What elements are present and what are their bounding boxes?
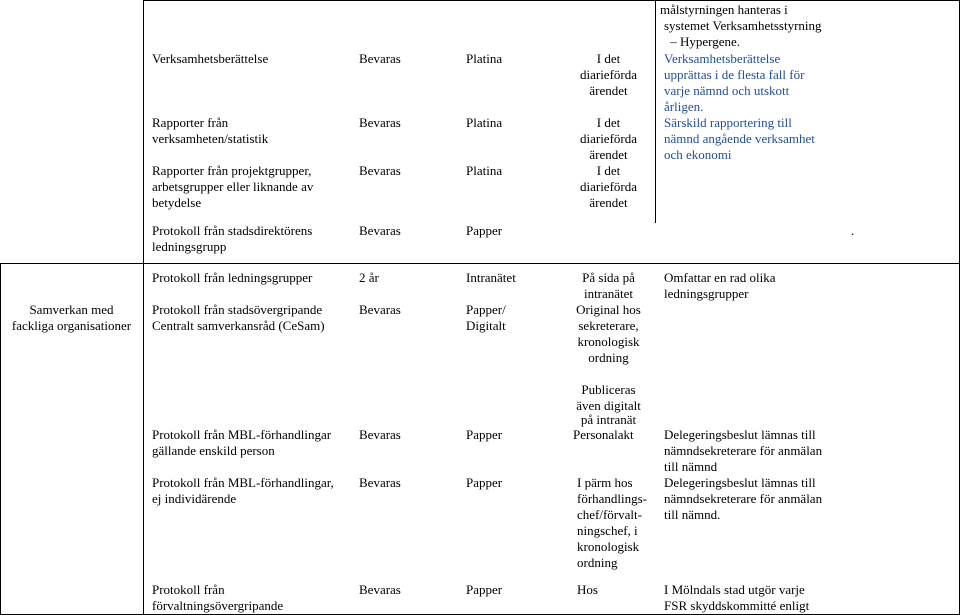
record-name-line: Protokoll från [152,582,225,597]
note-line: målstyrningen hanteras i [660,2,788,17]
retention: Bevaras [359,475,401,490]
record-name-line: Protokoll från stadsdirektörens [152,223,313,238]
section-label-line: Samverkan med [29,302,114,317]
note-line: Omfattar en rad olika [664,270,776,285]
trailing-mark: . [851,223,855,238]
record-name-line: verksamheten/statistik [152,131,269,146]
medium-line: Papper/ [466,302,506,317]
storage-line: ordning [577,555,618,570]
storage-line: kronologisk [577,539,640,554]
storage-line: ärendet [589,195,628,210]
record-name-line: arbetsgrupper eller liknande av [152,179,314,194]
note-line: Särskild rapportering till [664,115,792,130]
note-line: till nämnd [664,459,718,474]
medium: Platina [466,115,503,130]
record-name-line: Rapporter från projektgrupper, [152,163,312,178]
note-line: till nämnd. [664,507,721,522]
storage-line: på intranät [580,412,637,427]
row-divider-top-section [0,263,960,264]
note-line: upprättas i de flesta fall för [664,67,805,82]
retention: 2 år [359,270,379,285]
storage-line: diarieförda [579,131,638,146]
record-name-line: betydelse [152,195,202,210]
storage-line: Original hos [576,302,641,317]
storage-line: På sida på [582,270,635,285]
note-line: I Mölndals stad utgör varje [664,582,805,597]
record-name-line: Protokoll från MBL-förhandlingar [152,427,332,442]
medium: Papper [466,427,503,442]
note-line: systemet Verksamhetsstyrning [664,18,822,33]
medium: Papper [466,475,503,490]
section-label-line: fackliga organisationer [11,318,132,333]
column-divider-note [655,0,656,223]
storage: Hos [577,582,598,597]
storage-line: kronologisk [577,334,640,349]
record-name-line: gällande enskild person [152,443,275,458]
medium-line: Digitalt [466,318,506,333]
retention: Bevaras [359,427,401,442]
record-name-line: ledningsgrupp [152,239,227,254]
record-name-line: Protokoll från MBL-förhandlingar, [152,475,334,490]
retention: Bevaras [359,115,401,130]
note-line: årligen. [664,99,704,114]
storage-line: ningschef, i [577,523,638,538]
retention: Bevaras [359,51,401,66]
medium: Papper [466,582,503,597]
storage-line: sekreterare, [578,318,639,333]
record-name-line: Rapporter från [152,115,229,130]
note-line: varje nämnd och utskott [664,83,790,98]
table-top-border [143,0,960,1]
medium: Intranätet [466,270,516,285]
storage-line: diarieförda [579,179,638,194]
storage-line: ärendet [589,83,628,98]
storage-line: även digitalt [576,398,641,413]
medium: Platina [466,51,503,66]
storage-line: chef/förvalt- [577,507,642,522]
note-line: – Hypergene. [670,34,740,49]
medium: Papper [466,223,503,238]
storage-line: diarieförda [579,67,638,82]
record-name: Verksamhetsberättelse [152,51,269,66]
storage-line: I det [596,163,621,178]
record-name-line: ej individärende [152,491,237,506]
storage: Personalakt [573,427,634,442]
retention: Bevaras [359,223,401,238]
retention: Bevaras [359,163,401,178]
medium: Platina [466,163,503,178]
note-line: nämndsekreterare för anmälan [664,491,823,506]
storage-line: Publiceras [581,382,636,397]
note-line: nämnd angående verksamhet [664,131,815,146]
storage-line: ärendet [589,147,628,162]
record-name-line: Protokoll från stadsövergripande [152,302,323,317]
storage-line: I det [596,51,621,66]
note-line: Delegeringsbeslut lämnas till [664,475,816,490]
note-line: FSR skyddskommitté enligt [664,598,810,613]
note-line: och ekonomi [664,147,732,162]
record-name-line: förvaltningsövergripande [152,598,284,613]
retention: Bevaras [359,302,401,317]
storage-line: förhandlings- [577,491,648,506]
note-line: Delegeringsbeslut lämnas till [664,427,816,442]
storage-line: ordning [588,350,629,365]
storage-line: intranätet [583,286,634,301]
record-name-line: Centralt samverkansråd (CeSam) [152,318,325,333]
storage-line: I pärm hos [577,475,633,490]
storage-line: I det [596,115,621,130]
record-name: Protokoll från ledningsgrupper [152,270,313,285]
retention: Bevaras [359,582,401,597]
note-line: ledningsgrupper [664,286,749,301]
note-line: nämndsekreterare för anmälan [664,443,823,458]
note-line: Verksamhetsberättelse [664,51,781,66]
column-divider-1 [143,0,144,615]
